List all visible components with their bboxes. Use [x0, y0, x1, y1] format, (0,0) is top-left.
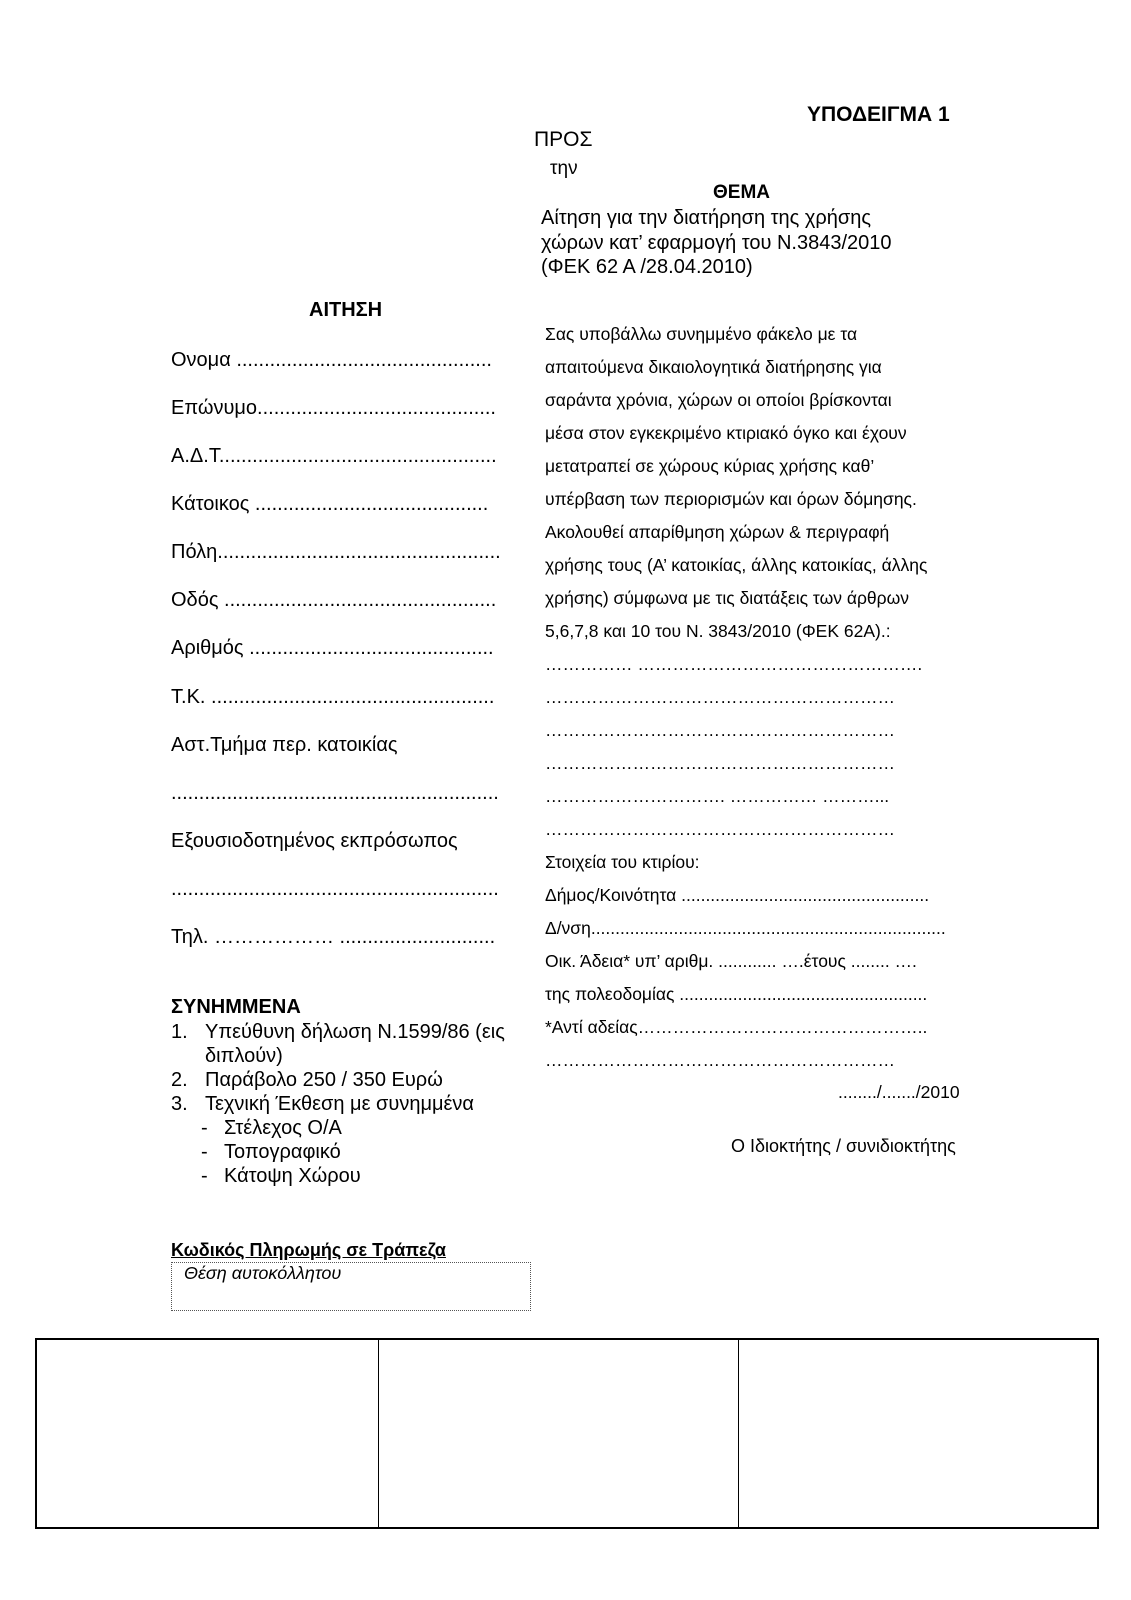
fill-line[interactable]: ……………………………………………………: [545, 819, 895, 839]
field-phone[interactable]: Τηλ. ……………… ............................: [171, 926, 496, 948]
field-police-dept[interactable]: ...........................................................: [171, 782, 499, 804]
list-item: [171, 1092, 505, 1116]
sub-item-label: Κάτοψη Χώρου: [224, 1165, 361, 1187]
body-line: απαιτούμενα δικαιολογητικά διατήρησης για: [545, 357, 882, 377]
field-postal-code[interactable]: Τ.Κ. ...................................................: [171, 686, 495, 708]
item-line: Τεχνική Έκθεση με συνημμένα: [205, 1093, 474, 1115]
list-item: [171, 1068, 505, 1092]
field-permit[interactable]: Οικ. Άδεια* υπ’ αριθμ. ............ ….έτους ........ ….: [545, 951, 917, 971]
body-line: Σας υποβάλλω συνημμένο φάκελο με τα: [545, 324, 858, 344]
field-first-name[interactable]: Ονομα ..............................................: [171, 349, 492, 371]
grid-cell: [739, 1340, 1097, 1527]
fill-line[interactable]: ……………………………………………………: [545, 1050, 895, 1070]
signature-label: Ο Ιδιοκτήτης / συνιδιοκτήτης: [731, 1136, 956, 1156]
field-city[interactable]: Πόλη...................................................: [171, 541, 501, 563]
body-line: μετατραπεί σε χώρους κύριας χρήσης καθ’: [545, 456, 875, 476]
sticker-placeholder: Θέση αυτοκόλλητου: [184, 1263, 342, 1283]
sub-list: [171, 1116, 505, 1188]
sub-item-label: Τοπογραφικό: [224, 1141, 341, 1163]
attachments-title: ΣΥΝΗΜΜΕΝΑ: [171, 996, 301, 1018]
signature-grid: [35, 1338, 1099, 1529]
grid-cell: [379, 1340, 739, 1527]
body-line: χρήσης τους (Α’ κατοικίας, άλλης κατοικίας, άλλης: [545, 555, 928, 575]
building-info-label: Στοιχεία του κτιρίου:: [545, 852, 700, 872]
sticker-box[interactable]: [171, 1262, 531, 1311]
grid-cell: [37, 1340, 379, 1527]
field-municipality[interactable]: Δήμος/Κοινότητα ...................................................: [545, 885, 930, 905]
item-number: 2.: [171, 1069, 188, 1091]
sub-item: - Στέλεχος Ο/Α: [201, 1117, 342, 1139]
item-line: Υπεύθυνη δήλωση Ν.1599/86 (εις: [205, 1021, 505, 1043]
body-line: χρήσης) σύμφωνα με τις διατάξεις των άρθρων: [545, 588, 910, 608]
fill-line[interactable]: …………… ………………………………………….: [545, 654, 923, 674]
body-line: υπέρβαση των περιορισμών και όρων δόμησης.: [545, 489, 917, 509]
the-label: την: [550, 158, 578, 179]
field-number[interactable]: Αριθμός ............................................: [171, 637, 494, 659]
field-last-name[interactable]: Επώνυμο...........................................: [171, 397, 496, 419]
sub-item: - Κάτοψη Χώρου: [201, 1165, 361, 1187]
field-id-number[interactable]: Α.Δ.Τ..................................................: [171, 445, 497, 467]
field-planning-office[interactable]: της πολεοδομίας ...................................................: [545, 984, 928, 1004]
subject-line: (ΦΕΚ 62 Α /28.04.2010): [541, 256, 753, 278]
field-street[interactable]: Οδός .................................................: [171, 589, 497, 611]
field-representative[interactable]: ...........................................................: [171, 878, 499, 900]
sub-item: - Τοπογραφικό: [201, 1141, 341, 1163]
subject-text: [541, 206, 892, 280]
body-line: μέσα στον εγκεκριμένο κτιριακό όγκο και έχουν: [545, 423, 907, 443]
to-label: ΠΡΟΣ: [534, 128, 593, 151]
application-title: ΑΙΤΗΣΗ: [309, 299, 383, 321]
subject-line: Αίτηση για την διατήρηση της χρήσης: [541, 207, 871, 229]
field-representative-label: Εξουσιοδοτημένος εκπρόσωπος: [171, 830, 458, 852]
item-number: 3.: [171, 1093, 188, 1115]
subject-heading: ΘΕΜΑ: [713, 182, 770, 203]
sub-list-wrapper: [171, 1116, 505, 1188]
date-field[interactable]: ......../......./2010: [838, 1082, 960, 1102]
fill-line[interactable]: ……………………………………………………: [545, 687, 895, 707]
item-line: Παράβολο 250 / 350 Ευρώ: [205, 1069, 443, 1091]
body-line: Ακολουθεί απαρίθμηση χώρων & περιγραφή: [545, 522, 890, 542]
field-instead-of-permit[interactable]: *Αντί αδείας…………………………………………..: [545, 1017, 928, 1037]
fill-line[interactable]: …………………………. …………… ………...: [545, 786, 890, 806]
field-address[interactable]: Δ/νση.........................................................................: [545, 918, 946, 938]
field-resident[interactable]: Κάτοικος ..........................................: [171, 493, 489, 515]
sample-label: ΥΠΟΔΕΙΓΜΑ 1: [807, 103, 950, 126]
fill-line[interactable]: ……………………………………………………: [545, 720, 895, 740]
field-police-dept-label: Αστ.Τμήμα περ. κατοικίας: [171, 734, 398, 756]
item-line: διπλούν): [205, 1045, 283, 1067]
item-number: 1.: [171, 1021, 188, 1043]
payment-title: Κωδικός Πληρωμής σε Τράπεζα: [171, 1240, 446, 1260]
body-line: 5,6,7,8 και 10 του Ν. 3843/2010 (ΦΕΚ 62Α).:: [545, 621, 891, 641]
attachments-list: [171, 1020, 505, 1188]
list-item: [171, 1020, 505, 1068]
fill-line[interactable]: ……………………………………………………: [545, 753, 895, 773]
sub-item-label: Στέλεχος Ο/Α: [224, 1117, 342, 1139]
body-line: σαράντα χρόνια, χώρων οι οποίοι βρίσκονται: [545, 390, 892, 410]
subject-line: χώρων κατ’ εφαρμογή του Ν.3843/2010: [541, 231, 892, 254]
